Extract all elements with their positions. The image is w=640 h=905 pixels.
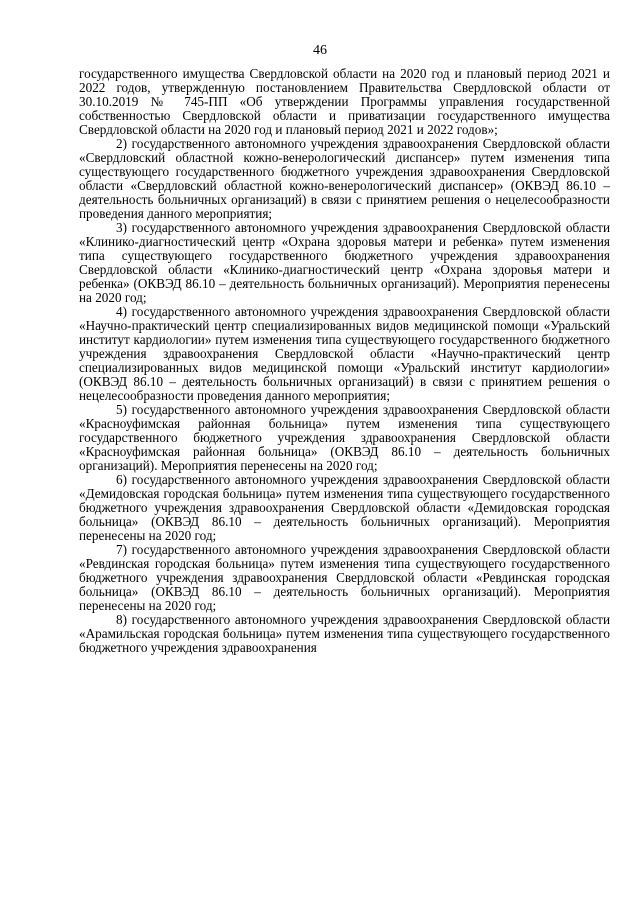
page-number: 46: [313, 43, 327, 58]
paragraph-item-7: 7) государственного автономного учреждения здравоохранения Свердловской области «Ревдинская городская больница» путем изменения типа существующего государственного бюджетного учреждения здравоохранения Свердловской области «Ревдинская городская больница» (ОКВЭД 86.10 – деятельность больничных организаций). Мероприятия перенесены на 2020 год;: [79, 542, 610, 613]
paragraph-item-6: 6) государственного автономного учреждения здравоохранения Свердловской области «Демидовская городская больница» путем изменения типа существующего государственного бюджетного учреждения здравоохранения Свердловской области «Демидовская городская больница» (ОКВЭД 86.10 – деятельность больничных организаций). Мероприятия перенесены на 2020 год;: [79, 472, 610, 543]
paragraph-item-2: 2) государственного автономного учреждения здравоохранения Свердловской области «Свердловский областной кожно-венерологический диспансер» путем изменения типа существующего государственного бюджетного учреждения здравоохранения Свердловской области «Свердловский областной кожно-венерологический диспансер» (ОКВЭД 86.10 – деятельность больничных организаций) в связи с принятием решения о нецелесообразности проведения данного мероприятия;: [79, 136, 610, 221]
paragraph-item-3: 3) государственного автономного учреждения здравоохранения Свердловской области «Клинико-диагностический центр «Охрана здоровья матери и ребенка» путем изменения типа существующего государственного бюджетного учреждения здравоохранения Свердловской области «Клинико-диагностический центр «Охрана здоровья матери и ребенка» (ОКВЭД 86.10 – деятельность больничных организаций). Мероприятия перенесены на 2020 год;: [79, 220, 610, 305]
document-body: [79, 67, 610, 655]
paragraph-item-8: 8) государственного автономного учреждения здравоохранения Свердловской области «Арамильская городская больница» путем изменения типа существующего государственного бюджетного учреждения здравоохранения: [79, 612, 610, 655]
paragraph-item-4: 4) государственного автономного учреждения здравоохранения Свердловской области «Научно-практический центр специализированных видов медицинской помощи «Уральский институт кардиологии» путем изменения типа существующего государственного бюджетного учреждения здравоохранения Свердловской области «Научно-практический центр специализированных видов медицинской помощи «Уральский институт кардиологии» (ОКВЭД 86.10 – деятельность больничных организаций) в связи с принятием решения о нецелесообразности проведения данного мероприятия;: [79, 304, 610, 403]
paragraph-item-5: 5) государственного автономного учреждения здравоохранения Свердловской области «Красноуфимская районная больница» путем изменения типа существующего государственного бюджетного учреждения здравоохранения Свердловской области «Красноуфимская районная больница» (ОКВЭД 86.10 – деятельность больничных организаций). Мероприятия перенесены на 2020 год;: [79, 402, 610, 473]
paragraph-continuation: государственного имущества Свердловской области на 2020 год и плановый период 2021 и 2022 годов, утвержденную постановлением Правительства Свердловской области от 30.10.2019 № 745-ПП «Об утверждении Программы управления государственной собственностью Свердловской области и приватизации государственного имущества Свердловской области на 2020 год и плановый период 2021 и 2022 годов»;: [79, 66, 610, 137]
